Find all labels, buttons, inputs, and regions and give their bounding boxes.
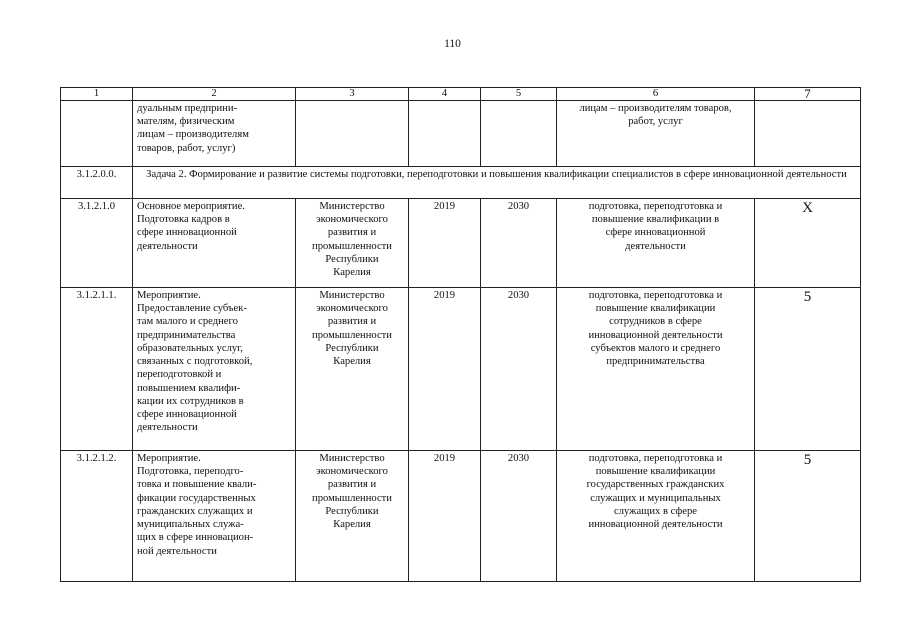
table-row [61,288,861,451]
task-title: Задача 2. Формирование и развитие системы подготовки, переподготовки и повышения квалификации специалистов в сфере инновационной деятельности [133,167,861,199]
row-expected-result [557,451,755,582]
continuation-name-text: дуальным предприни- мателям, физическим лицам – производителям товаров, работ, услуг) [137,103,249,154]
continuation-row [61,101,861,167]
row-end-year: 2030 [481,451,557,582]
row-expected-result [557,199,755,288]
row-activity-name-text: Основное мероприятие. Подготовка кадров в сфере инновационной деятельности [137,201,245,252]
continuation-indicator-cell [755,101,861,167]
header-col-7: 7 [755,88,861,101]
continuation-start-cell [409,101,481,167]
row-expected-result [557,288,755,451]
row-code: 3.1.2.1.1. [61,288,133,451]
program-activities-table [60,87,861,582]
continuation-result-cell [557,101,755,167]
row-executor [296,199,409,288]
row-executor-text: Министерство экономического развития и промышленности Республики Карелия [312,201,392,279]
row-expected-result-text: подготовка, переподготовка и повышение квалификации сотрудников в сфере инновационной деятельности субъектов малого и среднего предпринимательства [588,290,723,368]
page-number: 110 [444,38,461,50]
continuation-result-text: лицам – производителям товаров, работ, услуг [579,103,732,128]
header-row [61,88,861,101]
task-row [61,167,861,199]
continuation-end-cell [481,101,557,167]
row-indicator: 5 [755,451,861,582]
task-code: 3.1.2.0.0. [61,167,133,199]
row-executor [296,451,409,582]
row-start-year: 2019 [409,451,481,582]
table-row [61,451,861,582]
header-col-6: 6 [557,88,755,101]
row-expected-result-text: подготовка, переподготовка и повышение квалификации государственных гражданских служащих и муниципальных служащих в сфере инновационной деятельности [586,453,725,531]
header-col-2: 2 [133,88,296,101]
row-executor [296,288,409,451]
row-indicator: 5 [755,288,861,451]
row-end-year: 2030 [481,199,557,288]
row-executor-text: Министерство экономического развития и промышленности Республики Карелия [312,453,392,531]
row-indicator: X [755,199,861,288]
row-end-year: 2030 [481,288,557,451]
row-expected-result-text: подготовка, переподготовка и повышение квалификации в сфере инновационной деятельности [588,201,723,252]
row-executor-text: Министерство экономического развития и промышленности Республики Карелия [312,290,392,368]
row-activity-name [133,451,296,582]
row-activity-name-text: Мероприятие. Подготовка, переподго- товка и повышение квали- фикации государственных гражданских служащих и муниципальных служа- щих в сфере инновацион- ной деятельности [137,453,257,557]
row-start-year: 2019 [409,199,481,288]
header-col-3: 3 [296,88,409,101]
row-activity-name-text: Мероприятие. Предоставление субъек- там малого и среднего предпринимательства образовательных услуг, связанных с подготовкой, переподготовкой и повышением квалифи- кации их сотрудников в сфере инновационной деятельности [137,290,253,434]
table-row [61,199,861,288]
header-col-4: 4 [409,88,481,101]
row-activity-name [133,199,296,288]
row-start-year: 2019 [409,288,481,451]
continuation-executor-cell [296,101,409,167]
row-code: 3.1.2.1.0 [61,199,133,288]
row-code: 3.1.2.1.2. [61,451,133,582]
continuation-code-cell [61,101,133,167]
header-col-1: 1 [61,88,133,101]
header-col-5: 5 [481,88,557,101]
continuation-name-cell [133,101,296,167]
row-activity-name [133,288,296,451]
